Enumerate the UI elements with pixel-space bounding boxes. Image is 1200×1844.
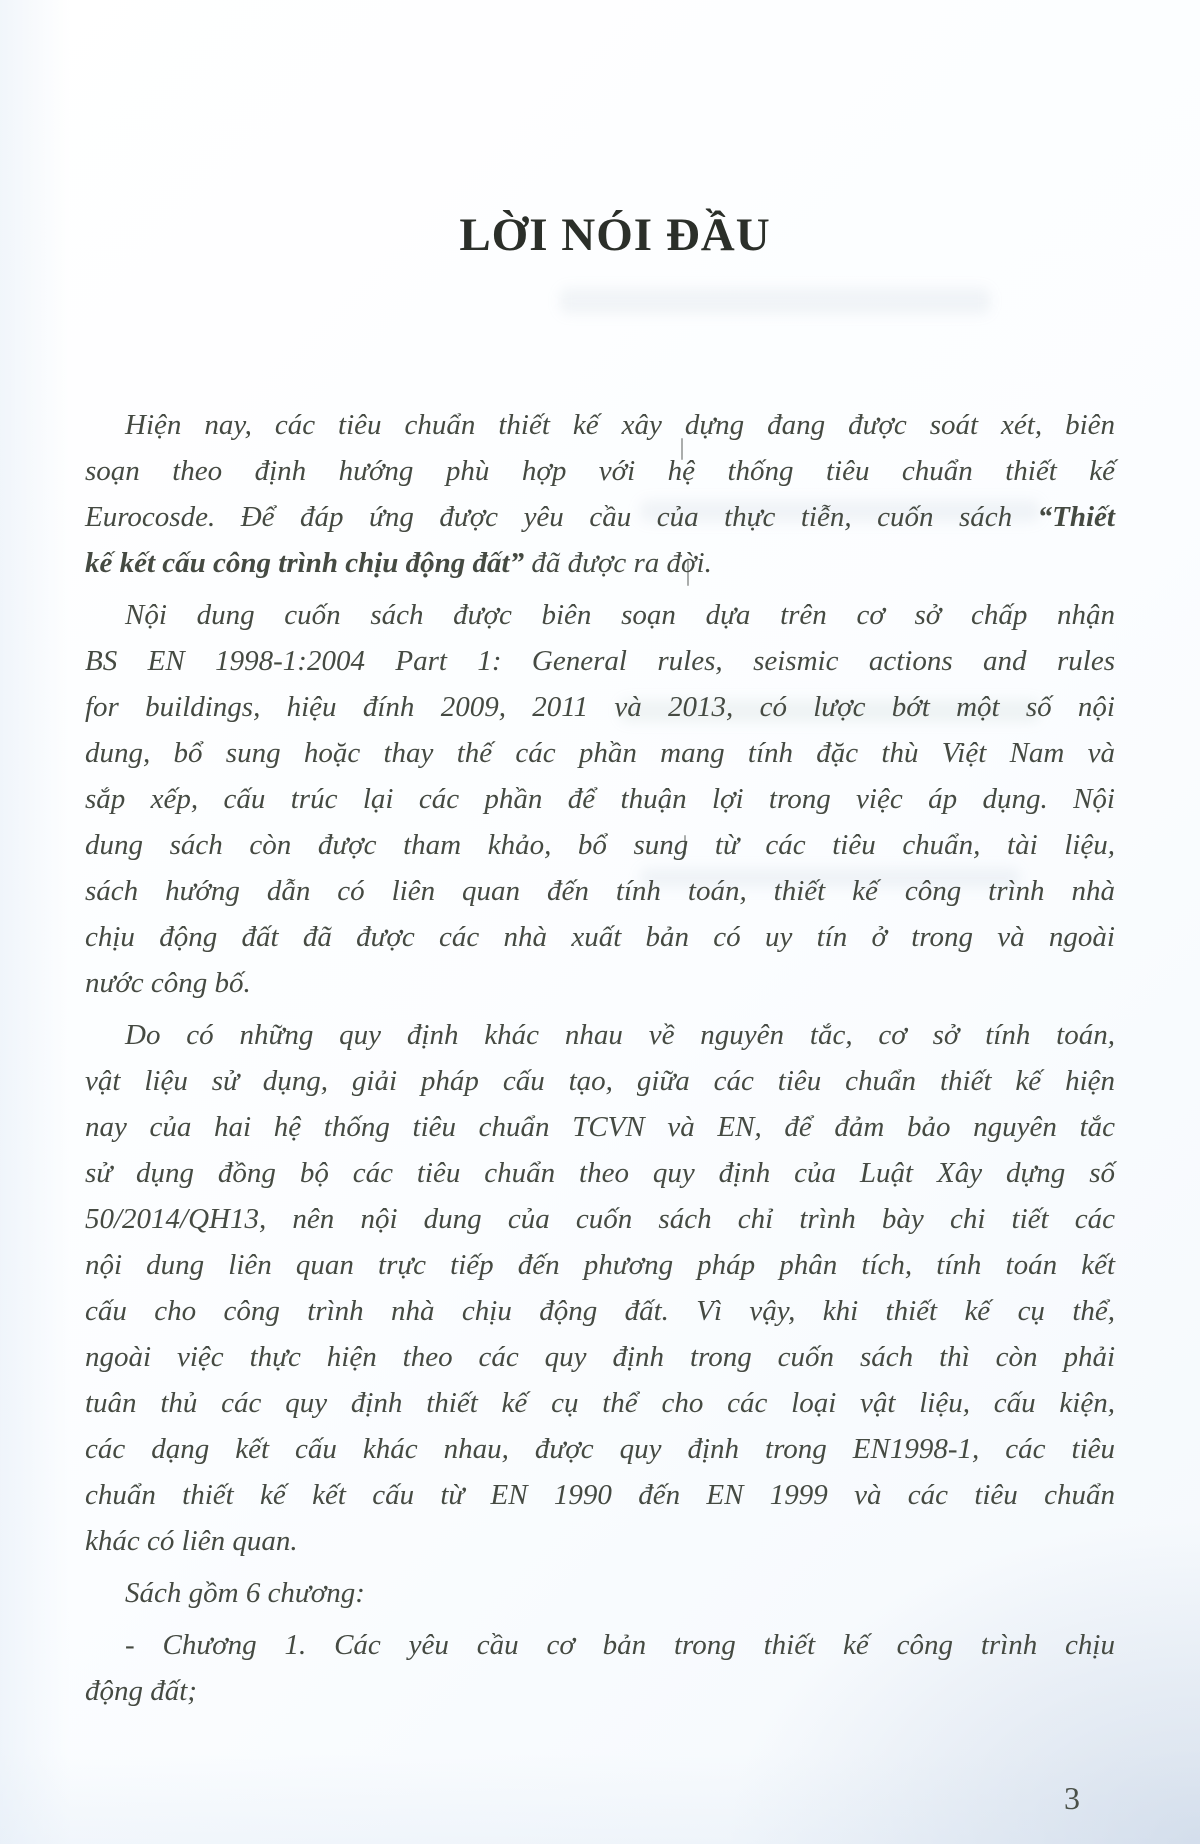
body-line	[85, 1012, 1115, 1058]
body-line	[85, 1334, 1115, 1380]
text-segment: for buildings, hiệu đính 2009, 2011 và 2013, có lược bớt một số nội	[85, 691, 1115, 723]
text-segment: ngoài việc thực hiện theo các quy định trong cuốn sách thì còn phải	[85, 1341, 1115, 1373]
body-line	[85, 1242, 1115, 1288]
text-segment: Do có những quy định khác nhau về nguyên tắc, cơ sở tính toán,	[125, 1019, 1115, 1051]
text-segment: Hiện nay, các tiêu chuẩn thiết kế xây dựng đang được soát xét, biên	[125, 409, 1115, 441]
body-line	[85, 448, 1115, 494]
paragraph	[85, 1622, 1115, 1714]
body-line	[85, 684, 1115, 730]
text-segment: Nội dung cuốn sách được biên soạn dựa trên cơ sở chấp nhận	[125, 599, 1115, 631]
paragraph	[85, 1012, 1115, 1564]
body-text	[85, 402, 1115, 1714]
text-segment: Sách gồm 6 chương:	[125, 1577, 365, 1609]
bold-text-segment: “Thiết	[1037, 501, 1115, 533]
body-line	[85, 1518, 1115, 1564]
body-line	[85, 1570, 1115, 1616]
body-line	[85, 402, 1115, 448]
text-segment: vật liệu sử dụng, giải pháp cấu tạo, giữa các tiêu chuẩn thiết kế hiện	[85, 1065, 1115, 1097]
text-segment: nước công bố.	[85, 967, 251, 999]
text-segment: BS EN 1998-1:2004 Part 1: General rules, seismic actions and rules	[85, 645, 1115, 677]
text-segment: đã được ra đời.	[524, 547, 712, 579]
text-segment: cấu cho công trình nhà chịu động đất. Vì vậy, khi thiết kế cụ thể,	[85, 1295, 1115, 1327]
text-segment: dung sách còn được tham khảo, bổ sung từ các tiêu chuẩn, tài liệu,	[85, 829, 1115, 861]
body-line	[85, 776, 1115, 822]
paragraph	[85, 592, 1115, 1006]
text-segment: động đất;	[85, 1675, 197, 1707]
paragraph	[85, 1570, 1115, 1616]
body-line	[85, 1104, 1115, 1150]
text-segment: sách hướng dẫn có liên quan đến tính toán, thiết kế công trình nhà	[85, 875, 1115, 907]
body-line	[85, 1668, 1115, 1714]
text-segment: dung, bổ sung hoặc thay thế các phần mang tính đặc thù Việt Nam và	[85, 737, 1115, 769]
body-line	[85, 1150, 1115, 1196]
text-segment: sắp xếp, cấu trúc lại các phần để thuận lợi trong việc áp dụng. Nội	[85, 783, 1115, 815]
page-title: LỜI NÓI ĐẦU	[459, 209, 771, 261]
text-segment: khác có liên quan.	[85, 1525, 298, 1557]
text-segment: nay của hai hệ thống tiêu chuẩn TCVN và EN, để đảm bảo nguyên tắc	[85, 1111, 1115, 1143]
body-line	[85, 1426, 1115, 1472]
body-line	[85, 868, 1115, 914]
text-segment: chuẩn thiết kế kết cấu từ EN 1990 đến EN 1999 và các tiêu chuẩn	[85, 1479, 1115, 1511]
body-line	[85, 1380, 1115, 1426]
text-segment: - Chương 1. Các yêu cầu cơ bản trong thiết kế công trình chịu	[125, 1629, 1115, 1661]
body-line	[85, 730, 1115, 776]
body-line	[85, 1196, 1115, 1242]
body-line	[85, 1058, 1115, 1104]
paragraph	[85, 402, 1115, 586]
body-line	[85, 1622, 1115, 1668]
body-line	[85, 638, 1115, 684]
text-segment: tuân thủ các quy định thiết kế cụ thể cho các loại vật liệu, cấu kiện,	[85, 1387, 1115, 1419]
text-segment: sử dụng đồng bộ các tiêu chuẩn theo quy định của Luật Xây dựng số	[85, 1157, 1115, 1189]
scan-artifact	[560, 288, 990, 314]
body-line	[85, 914, 1115, 960]
body-line	[85, 494, 1115, 540]
body-line	[85, 960, 1115, 1006]
page-number: 3	[1064, 1780, 1080, 1816]
body-line	[85, 1288, 1115, 1334]
body-line	[85, 540, 1115, 586]
text-segment: các dạng kết cấu khác nhau, được quy định trong EN1998-1, các tiêu	[85, 1433, 1115, 1465]
body-line	[85, 1472, 1115, 1518]
body-line	[85, 822, 1115, 868]
bold-text-segment: kế kết cấu công trình chịu động đất”	[85, 547, 525, 579]
text-segment: nội dung liên quan trực tiếp đến phương pháp phân tích, tính toán kết	[85, 1249, 1115, 1281]
text-segment: Eurocosde. Để đáp ứng được yêu cầu của thực tiễn, cuốn sách	[85, 501, 1038, 533]
body-line	[85, 592, 1115, 638]
text-segment: 50/2014/QH13, nên nội dung của cuốn sách chỉ trình bày chi tiết các	[85, 1203, 1115, 1235]
text-segment: soạn theo định hướng phù hợp với hệ thống tiêu chuẩn thiết kế	[85, 455, 1115, 487]
text-segment: chịu động đất đã được các nhà xuất bản có uy tín ở trong và ngoài	[85, 921, 1115, 953]
